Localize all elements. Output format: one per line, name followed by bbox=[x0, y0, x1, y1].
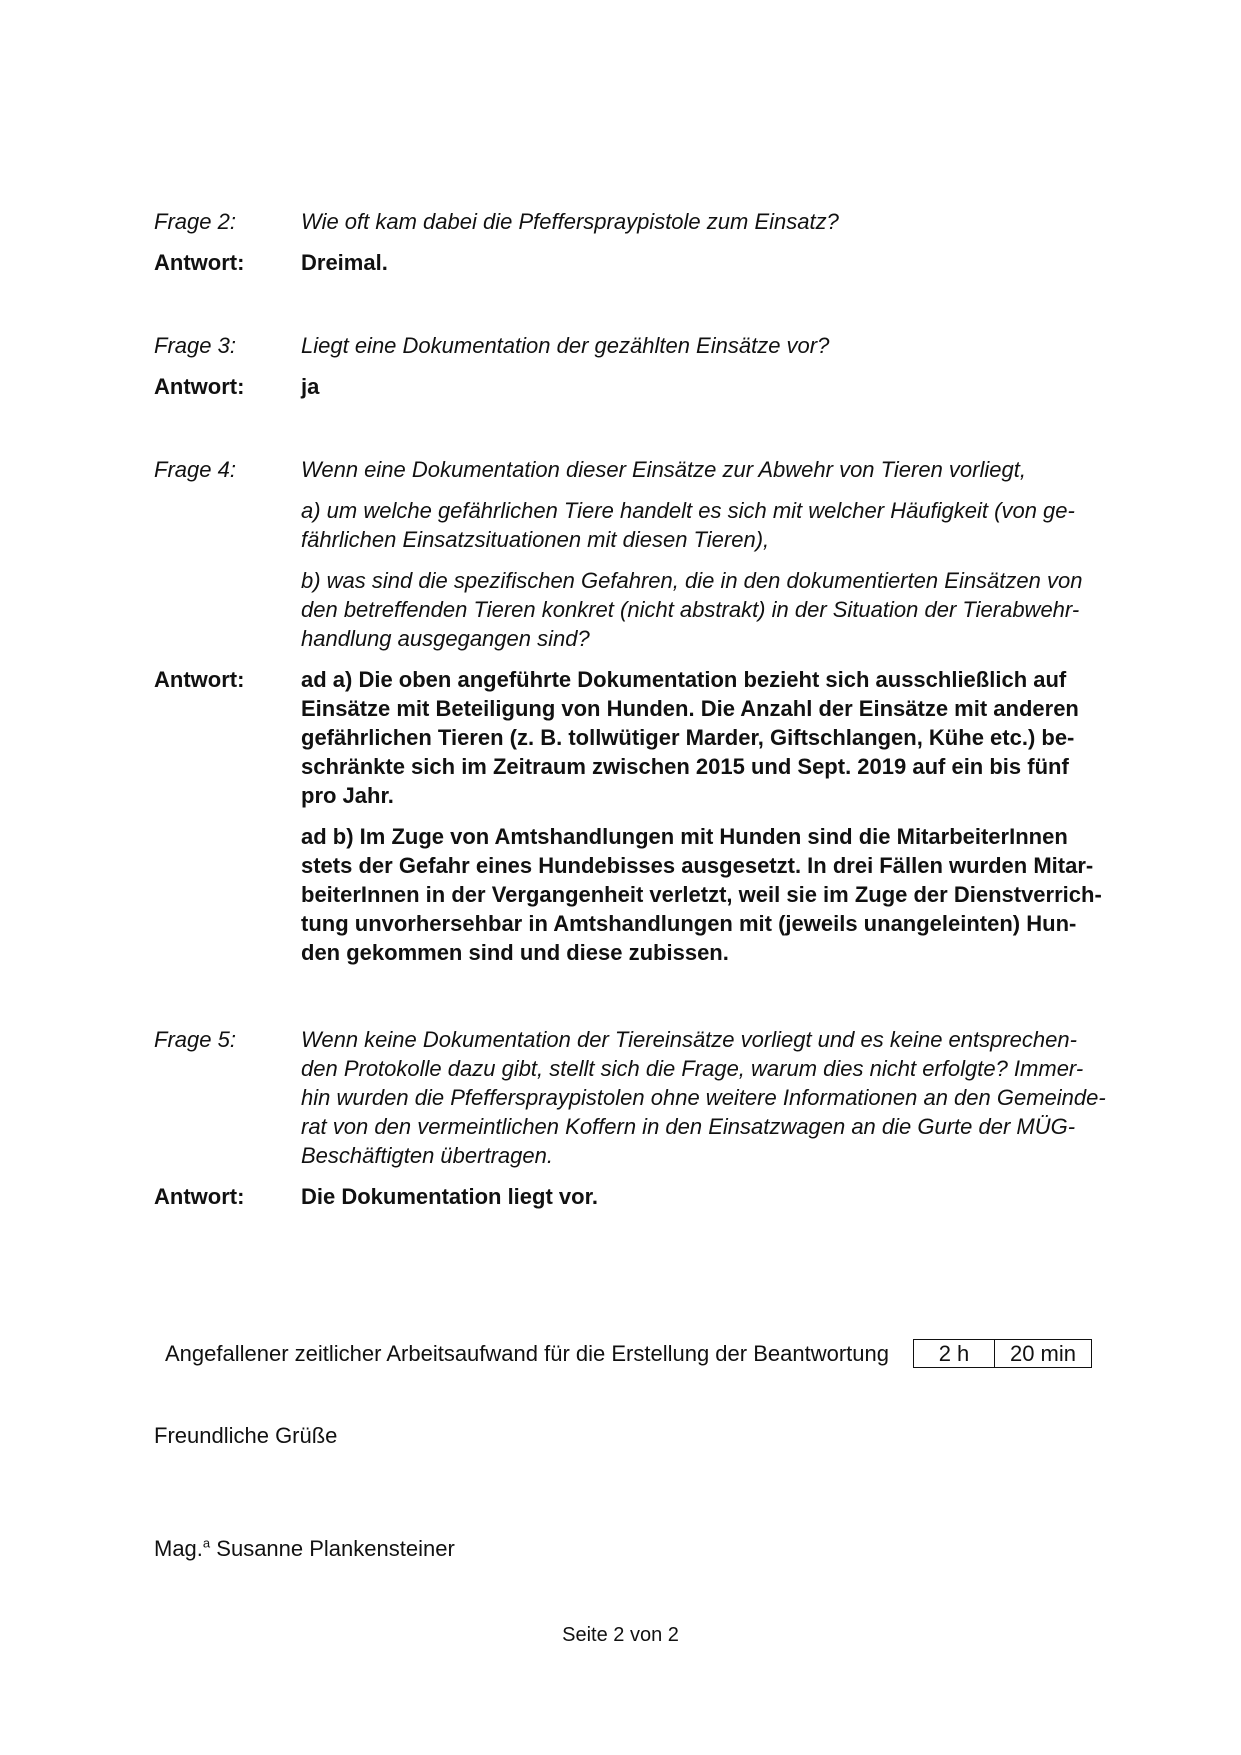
question-text bbox=[301, 455, 1144, 653]
question-row bbox=[154, 207, 1144, 236]
answer-text bbox=[301, 665, 1144, 967]
answer-paragraph: ad a) Die oben angeführte Dokumentation bezieht sich ausschließlich auf Einsätze mit Beteiligung von Hunden. Die Anzahl der Einsätze mit anderen gefährlichen Tieren (z. B. tollwütiger Marder, Giftschlangen, Kühe etc.) be- schränkte sich im Zeitraum zwischen 2015 und Sept. 2019 auf ein bis fünf pro Jahr. bbox=[301, 667, 1079, 808]
answer-text bbox=[301, 372, 1144, 401]
signature-name: Susanne Plankensteiner bbox=[216, 1536, 455, 1561]
question-label: Frage 3: bbox=[154, 333, 236, 358]
question-label: Frage 5: bbox=[154, 1027, 236, 1052]
question-text bbox=[301, 1025, 1144, 1170]
question-paragraph: a) um welche gefährlichen Tiere handelt es sich mit welcher Häufigkeit (von ge- fährlichen Einsatzsituationen mit diesen Tieren), bbox=[301, 498, 1075, 552]
answer-label: Antwort: bbox=[154, 374, 245, 399]
qa-block-frage-2 bbox=[154, 207, 1144, 277]
answer-paragraph: Dreimal. bbox=[301, 250, 388, 275]
answer-text bbox=[301, 1182, 1144, 1211]
question-text bbox=[301, 207, 1144, 236]
signature-title-sup: a bbox=[202, 1535, 211, 1551]
answer-label: Antwort: bbox=[154, 667, 245, 692]
question-text bbox=[301, 331, 1144, 360]
answer-paragraph: ja bbox=[301, 374, 320, 399]
question-row bbox=[154, 1025, 1144, 1170]
answer-label: Antwort: bbox=[154, 250, 245, 275]
question-paragraph: Wie oft kam dabei die Pfefferspraypistole zum Einsatz? bbox=[301, 209, 839, 234]
qa-block-frage-4 bbox=[154, 455, 1144, 967]
question-row bbox=[154, 455, 1144, 653]
effort-box bbox=[913, 1339, 1092, 1368]
question-paragraph: Liegt eine Dokumentation der gezählten Einsätze vor? bbox=[301, 333, 830, 358]
effort-label: Angefallener zeitlicher Arbeitsaufwand für die Erstellung der Beantwortung bbox=[165, 1340, 889, 1366]
question-label: Frage 4: bbox=[154, 457, 236, 482]
question-row bbox=[154, 331, 1144, 360]
closing-greeting: Freundliche Grüße bbox=[154, 1423, 338, 1448]
question-paragraph: Wenn eine Dokumentation dieser Einsätze zur Abwehr von Tieren vorliegt, bbox=[301, 457, 1026, 482]
signature bbox=[154, 1534, 455, 1563]
effort-line bbox=[165, 1339, 1092, 1368]
answer-row bbox=[154, 248, 1144, 277]
effort-hours: 2 h bbox=[914, 1340, 995, 1367]
qa-block-frage-5 bbox=[154, 1025, 1144, 1211]
answer-text bbox=[301, 248, 1144, 277]
qa-block-frage-3 bbox=[154, 331, 1144, 401]
effort-minutes: 20 min bbox=[1009, 1341, 1076, 1366]
page-footer: Seite 2 von 2 bbox=[562, 1624, 679, 1646]
answer-label: Antwort: bbox=[154, 1184, 245, 1209]
answer-paragraph: Die Dokumentation liegt vor. bbox=[301, 1184, 599, 1209]
signature-title: Mag. bbox=[154, 1536, 203, 1561]
answer-row bbox=[154, 1182, 1144, 1211]
question-label: Frage 2: bbox=[154, 209, 236, 234]
answer-paragraph: ad b) Im Zuge von Amtshandlungen mit Hunden sind die MitarbeiterInnen stets der Gefahr eines Hundebisses ausgesetzt. In drei Fällen wurden Mitar- beiterInnen in der Vergangenheit verletzt, weil sie im Zuge der Dienstverrich- tung unvorhersehbar in Amtshandlungen mit (jeweils unangeleinten) Hun- den gekommen sind und diese zubissen. bbox=[301, 824, 1102, 965]
answer-row bbox=[154, 372, 1144, 401]
answer-row bbox=[154, 665, 1144, 967]
question-paragraph: Wenn keine Dokumentation der Tiereinsätze vorliegt und es keine entsprechen- den Protokolle dazu gibt, stellt sich die Frage, warum dies nicht erfolgte? Immer- hin wurden die Pfefferspraypistolen ohne weitere Informationen an den Gemeinde- rat von den vermeintlichen Koffern in den Einsatzwagen an die Gurte der MÜG- Beschäftigten übertragen. bbox=[301, 1027, 1106, 1168]
question-paragraph: b) was sind die spezifischen Gefahren, die in den dokumentierten Einsätzen von den betreffenden Tieren konkret (nicht abstrakt) in der Situation der Tierabwehr- handlung ausgegangen sind? bbox=[301, 568, 1083, 651]
